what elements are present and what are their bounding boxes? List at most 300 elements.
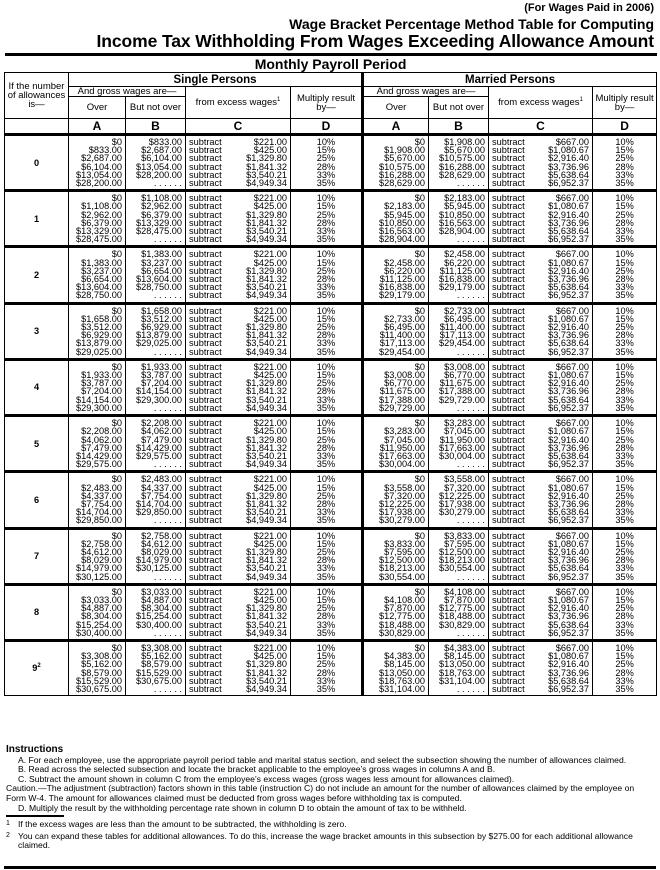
allowance-group — [5, 584, 657, 640]
percent-value: 10% — [615, 137, 634, 147]
page-title: Income Tax Withholding From Wages Exceeding Allowance Amount — [96, 31, 654, 51]
subtract-amount: $1,080.67 — [548, 257, 589, 268]
subtract-amount: $2,916.40 — [548, 490, 589, 501]
single-over-cell — [69, 135, 126, 191]
subtract-amount: $1,841.32 — [246, 274, 287, 285]
over-value: $11,125.00 — [379, 274, 425, 285]
married-percent-cell — [593, 640, 657, 695]
over-value: $0 — [414, 530, 425, 541]
column-letter: A — [69, 119, 126, 135]
not-over-value: $3,237.00 — [141, 257, 182, 268]
over-value: $16,288.00 — [379, 169, 425, 180]
percent-value: 33% — [615, 507, 634, 518]
percent-value: 25% — [316, 322, 336, 333]
subtract-label: subtract — [492, 619, 525, 630]
withholding-table — [4, 53, 657, 696]
subtract-amount: $5,638.64 — [548, 338, 589, 349]
percent-value: 10% — [316, 586, 336, 597]
single-over-cell — [69, 247, 126, 303]
subtract-label: subtract — [492, 603, 525, 614]
percent-value: 15% — [615, 313, 634, 324]
over-value: $2,687.00 — [81, 153, 122, 164]
subtract-label: subtract — [492, 370, 525, 381]
subtract-label: subtract — [189, 490, 222, 501]
married-subtract-cell — [489, 640, 593, 695]
not-over-value: $14,979.00 — [136, 555, 182, 566]
allowance-number: 9 — [32, 663, 38, 674]
allowance-number: 6 — [33, 494, 40, 505]
subtract-amount: $3,540.21 — [246, 226, 287, 237]
subtract-label: subtract — [189, 249, 222, 260]
not-over-value: $5,670.00 — [444, 145, 485, 156]
divider — [6, 815, 64, 817]
percent-value: 10% — [316, 361, 336, 372]
subtract-amount: $2,916.40 — [548, 546, 589, 557]
over-value: $7,870.00 — [384, 603, 425, 614]
subtract-label: subtract — [492, 515, 525, 526]
not-over-value: $7,045.00 — [444, 426, 485, 437]
subtract-label: subtract — [189, 209, 222, 220]
single-over-cell — [69, 303, 126, 359]
over-value: $4,337.00 — [81, 490, 122, 501]
subtract-amount: $667.00 — [555, 530, 589, 541]
not-over-value: . . . . . . — [456, 178, 485, 189]
single-subtract-cell — [186, 359, 291, 415]
percent-value: 33% — [316, 450, 336, 461]
over-value: $28,200.00 — [76, 178, 122, 189]
not-over-value: $2,208.00 — [141, 418, 182, 429]
instruction-a: A. For each employee, use the appropriate payroll period table and marital status section, and select the subsection showing the number of allowances claimed. — [18, 754, 627, 765]
single-subtract-cell — [186, 247, 291, 303]
over-value: $0 — [414, 586, 425, 597]
subtract-amount: $425.00 — [253, 370, 287, 381]
not-over-value: . . . . . . — [153, 402, 182, 413]
subtract-amount: $425.00 — [253, 538, 287, 549]
not-over-value: $14,154.00 — [136, 386, 182, 397]
percent-value: 33% — [615, 169, 634, 180]
subtract-label: subtract — [189, 274, 222, 285]
over-value: $2,758.00 — [81, 538, 122, 549]
over-value: $29,729.00 — [379, 402, 425, 413]
subtract-label: subtract — [492, 442, 525, 453]
subtract-label: subtract — [492, 402, 525, 413]
subtract-amount: $221.00 — [253, 642, 287, 653]
over-value: $1,908.00 — [384, 145, 425, 156]
subtract-label: subtract — [492, 386, 525, 397]
subtract-row — [492, 573, 589, 581]
instruction-c: C. Subtract the amount shown in column C from the employee’s excess wages (gross wages less amount for allowances claimed). — [18, 773, 515, 784]
allowance-number: 0 — [33, 157, 40, 168]
single-over-cell — [69, 472, 126, 528]
over-value: $0 — [111, 586, 122, 597]
single-subtract-cell — [186, 472, 291, 528]
subtract-label: subtract — [189, 226, 222, 237]
over-value: $8,029.00 — [81, 555, 122, 566]
percent-value: 28% — [316, 330, 336, 341]
subtract-label: subtract — [189, 217, 222, 228]
subtract-amount: $5,638.64 — [548, 507, 589, 518]
subtract-label: subtract — [492, 546, 525, 557]
paid-year-note: (For Wages Paid in 2006) — [524, 2, 654, 14]
not-over-value: $7,595.00 — [444, 538, 485, 549]
percent-value: 25% — [316, 153, 336, 164]
not-over-value: $29,454.00 — [439, 338, 485, 349]
subtract-amount: $5,638.64 — [548, 226, 589, 237]
over-value: $0 — [111, 137, 122, 147]
subtract-amount: $3,540.21 — [246, 563, 287, 574]
subtract-amount: $1,841.32 — [246, 330, 287, 341]
subtract-label: subtract — [189, 611, 222, 622]
subtract-amount: $1,329.80 — [246, 322, 287, 333]
percent-value: 15% — [615, 201, 634, 212]
over-value: $0 — [414, 642, 425, 653]
not-over-value: . . . . . . — [456, 571, 485, 582]
subtract-amount: $1,080.67 — [548, 651, 589, 662]
percent-value: 15% — [316, 313, 336, 324]
subtract-label: subtract — [189, 370, 222, 381]
subtract-amount: $425.00 — [253, 257, 287, 268]
percent-value: 28% — [615, 611, 634, 622]
over-value: $6,770.00 — [384, 378, 425, 389]
single-over-cell — [69, 640, 126, 695]
subtract-amount: $667.00 — [555, 586, 589, 597]
subtract-amount: $425.00 — [253, 482, 287, 493]
subtract-amount: $221.00 — [253, 305, 287, 316]
subtract-label: subtract — [492, 482, 525, 493]
not-over-value: $30,279.00 — [439, 507, 485, 518]
married-subtract-cell — [489, 472, 593, 528]
subtract-label: subtract — [189, 507, 222, 518]
allowance-group — [5, 135, 657, 191]
allowance-count — [5, 135, 69, 191]
subtract-amount: $2,916.40 — [548, 153, 589, 164]
percent-value: 28% — [615, 555, 634, 566]
percent-value: 35% — [615, 346, 634, 357]
married-percent-cell — [593, 528, 657, 584]
subtract-label: subtract — [492, 474, 525, 485]
percent-value: 15% — [615, 538, 634, 549]
subtract-label: subtract — [189, 594, 222, 605]
married-over-cell — [363, 472, 429, 528]
subtract-label: subtract — [189, 193, 222, 204]
percent-value: 35% — [316, 459, 336, 470]
single-not-over-cell — [126, 640, 186, 695]
not-over-value: $11,400.00 — [439, 322, 485, 333]
not-over-value: $3,833.00 — [444, 530, 485, 541]
subtract-amount: $1,080.67 — [548, 594, 589, 605]
over-value: $18,213.00 — [379, 563, 425, 574]
married-subtract-cell — [489, 247, 593, 303]
subtract-amount: $1,329.80 — [246, 153, 287, 164]
allowances-header: If the number of allowances is— — [5, 73, 69, 119]
percent-value: 10% — [615, 642, 634, 653]
subtract-label: subtract — [189, 290, 222, 301]
percent-value: 35% — [615, 290, 634, 301]
not-over-header: But not over — [126, 97, 186, 119]
subtract-amount: $667.00 — [555, 137, 589, 147]
over-value: $7,595.00 — [384, 546, 425, 557]
subtract-label: subtract — [189, 515, 222, 526]
subtract-amount: $1,329.80 — [246, 265, 287, 276]
over-value: $6,654.00 — [81, 274, 122, 285]
over-value: $6,379.00 — [81, 217, 122, 228]
married-not-over-cell — [429, 247, 489, 303]
single-subtract-cell — [186, 528, 291, 584]
column-letter: B — [429, 119, 489, 135]
subtract-label: subtract — [492, 322, 525, 333]
allowance-count — [5, 191, 69, 247]
subtract-label: subtract — [189, 145, 222, 156]
subtract-label: subtract — [189, 683, 222, 694]
over-value: $0 — [111, 642, 122, 653]
over-value: $8,145.00 — [384, 659, 425, 670]
subtract-label: subtract — [492, 137, 525, 147]
subtract-label: subtract — [189, 234, 222, 245]
subtract-label: subtract — [189, 418, 222, 429]
subtract-label: subtract — [189, 257, 222, 268]
not-over-value: $18,763.00 — [439, 667, 485, 678]
not-over-value: $30,829.00 — [439, 619, 485, 630]
not-over-value: $28,629.00 — [439, 169, 485, 180]
not-over-value: . . . . . . — [153, 515, 182, 526]
married-over-cell — [363, 247, 429, 303]
over-value: $1,108.00 — [81, 201, 122, 212]
subtract-amount: $1,841.32 — [246, 386, 287, 397]
over-value: $0 — [414, 418, 425, 429]
subtract-amount: $1,329.80 — [246, 209, 287, 220]
not-over-value: $28,475.00 — [136, 226, 182, 237]
percent-value: 28% — [615, 330, 634, 341]
over-value: $13,879.00 — [76, 338, 122, 349]
percent-value: 10% — [615, 474, 634, 485]
not-over-value: . . . . . . — [153, 234, 182, 245]
subtract-amount: $4,949.34 — [246, 234, 287, 245]
subtract-amount: $4,949.34 — [246, 571, 287, 582]
percent-value: 10% — [316, 642, 336, 653]
allowance-count — [5, 528, 69, 584]
subtract-label: subtract — [492, 209, 525, 220]
subtract-label: subtract — [492, 667, 525, 678]
married-subtract-cell — [489, 359, 593, 415]
percent-value: 10% — [615, 305, 634, 316]
allowance-group — [5, 472, 657, 528]
over-value: $14,979.00 — [76, 563, 122, 574]
married-over-cell — [363, 191, 429, 247]
subtract-label: subtract — [492, 226, 525, 237]
married-percent-cell — [593, 191, 657, 247]
not-over-value: $17,663.00 — [439, 442, 485, 453]
subtract-label: subtract — [189, 137, 222, 147]
over-value: $5,945.00 — [384, 209, 425, 220]
not-over-value: $12,225.00 — [439, 490, 485, 501]
percent-value: 25% — [316, 209, 336, 220]
not-over-value: . . . . . . — [153, 459, 182, 470]
subtract-amount: $5,638.64 — [548, 282, 589, 293]
subtract-label: subtract — [492, 290, 525, 301]
subtract-amount: $1,080.67 — [548, 313, 589, 324]
percent-value: 25% — [316, 434, 336, 445]
percent-value: 33% — [316, 169, 336, 180]
subtract-label: subtract — [189, 546, 222, 557]
subtract-amount: $221.00 — [253, 193, 287, 204]
over-value: $7,045.00 — [384, 434, 425, 445]
subtract-amount: $6,952.37 — [548, 178, 589, 189]
percent-value: 25% — [316, 659, 336, 670]
allowance-group — [5, 359, 657, 415]
subtract-amount: $4,949.34 — [246, 346, 287, 357]
over-value: $29,025.00 — [76, 346, 122, 357]
subtract-amount: $5,638.64 — [548, 169, 589, 180]
subtract-amount: $3,736.96 — [548, 498, 589, 509]
percent-value: 10% — [316, 137, 336, 147]
subtract-label: subtract — [189, 178, 222, 189]
not-over-value: $833.00 — [148, 137, 182, 147]
percent-value: 10% — [316, 530, 336, 541]
not-over-value: $29,179.00 — [439, 282, 485, 293]
not-over-value: $12,500.00 — [439, 546, 485, 557]
not-over-value: $4,337.00 — [141, 482, 182, 493]
over-value: $14,429.00 — [76, 450, 122, 461]
subtract-amount: $3,540.21 — [246, 450, 287, 461]
subtract-label: subtract — [492, 161, 525, 172]
percent-value: 33% — [615, 675, 634, 686]
percent-value: 35% — [316, 627, 336, 638]
over-value: $7,754.00 — [81, 498, 122, 509]
not-over-value: $6,495.00 — [444, 313, 485, 324]
percent-value: 25% — [316, 378, 336, 389]
subtract-label: subtract — [492, 459, 525, 470]
over-value: $29,575.00 — [76, 459, 122, 470]
percent-value: 28% — [316, 442, 336, 453]
over-value: $2,733.00 — [384, 313, 425, 324]
subtract-row — [492, 235, 589, 243]
percent-value: 28% — [316, 667, 336, 678]
percent-value: 33% — [615, 619, 634, 630]
not-over-value: $13,329.00 — [136, 217, 182, 228]
not-over-value: $2,483.00 — [141, 474, 182, 485]
percent-value: 33% — [316, 282, 336, 293]
percent-value: 10% — [615, 193, 634, 204]
percent-value: 28% — [615, 161, 634, 172]
over-value: $13,329.00 — [76, 226, 122, 237]
subtract-amount: $2,916.40 — [548, 378, 589, 389]
subtract-amount: $221.00 — [253, 249, 287, 260]
married-subtract-cell — [489, 528, 593, 584]
footnote-2-text: You can expand these tables for additional allowances. To do this, increase the wage bracket amounts in this subsection by $275.00 for each additional allowance claimed. — [18, 830, 633, 851]
allowance-number: 1 — [33, 213, 40, 224]
subtract-row — [492, 404, 589, 412]
percent-value: 15% — [316, 426, 336, 437]
not-over-value: $29,300.00 — [136, 394, 182, 405]
not-over-value: . . . . . . — [153, 571, 182, 582]
percent-value: 10% — [615, 418, 634, 429]
single-percent-cell — [291, 247, 363, 303]
percent-value: 25% — [615, 434, 634, 445]
subtract-label: subtract — [189, 378, 222, 389]
over-value: $30,125.00 — [76, 571, 122, 582]
not-over-value: $29,025.00 — [136, 338, 182, 349]
single-header: Single Persons — [69, 73, 363, 87]
subtract-amount: $4,949.34 — [246, 402, 287, 413]
over-value: $18,488.00 — [379, 619, 425, 630]
over-value: $2,208.00 — [81, 426, 122, 437]
married-percent-cell — [593, 472, 657, 528]
subtract-label: subtract — [189, 402, 222, 413]
over-value: $6,104.00 — [81, 161, 122, 172]
subtract-label: subtract — [492, 217, 525, 228]
not-over-value: . . . . . . — [456, 290, 485, 301]
percent-value: 15% — [615, 651, 634, 662]
single-subtract-cell — [186, 640, 291, 695]
subtract-label: subtract — [492, 305, 525, 316]
subtract-label: subtract — [189, 563, 222, 574]
married-not-over-cell — [429, 359, 489, 415]
over-value: $7,204.00 — [81, 386, 122, 397]
over-value: $8,304.00 — [81, 611, 122, 622]
not-over-value: $1,108.00 — [141, 193, 182, 204]
percent-value: 35% — [316, 571, 336, 582]
not-over-value: $1,658.00 — [141, 305, 182, 316]
not-over-value: $6,104.00 — [141, 153, 182, 164]
married-percent-cell — [593, 416, 657, 472]
married-over-cell — [363, 584, 429, 640]
not-over-value: . . . . . . — [153, 178, 182, 189]
percent-value: 25% — [615, 546, 634, 557]
over-value: $6,495.00 — [384, 322, 425, 333]
percent-value: 33% — [316, 338, 336, 349]
subtract-row — [189, 348, 287, 356]
footnote-2-mark: 2 — [6, 831, 10, 839]
excess-wages-header — [489, 87, 593, 119]
subtract-label: subtract — [189, 619, 222, 630]
subtract-label: subtract — [492, 193, 525, 204]
married-over-cell — [363, 359, 429, 415]
over-value: $30,675.00 — [76, 683, 122, 694]
over-value: $28,475.00 — [76, 234, 122, 245]
over-value: $16,838.00 — [379, 282, 425, 293]
subtract-label: subtract — [189, 305, 222, 316]
subtract-label: subtract — [189, 651, 222, 662]
not-over-value: . . . . . . — [153, 627, 182, 638]
not-over-value: $2,733.00 — [444, 305, 485, 316]
percent-value: 28% — [316, 161, 336, 172]
married-not-over-cell — [429, 584, 489, 640]
percent-value: 25% — [615, 209, 634, 220]
percent-value: 33% — [615, 338, 634, 349]
not-over-value: $16,288.00 — [439, 161, 485, 172]
footnote-mark: 1 — [276, 97, 281, 103]
over-value: $4,383.00 — [384, 651, 425, 662]
not-over-value: . . . . . . — [456, 515, 485, 526]
subtract-amount: $2,916.40 — [548, 265, 589, 276]
subtract-label: subtract — [189, 361, 222, 372]
subtract-amount: $1,841.32 — [246, 442, 287, 453]
subtract-label: subtract — [189, 153, 222, 164]
percent-value: 28% — [615, 386, 634, 397]
not-over-value: $7,870.00 — [444, 594, 485, 605]
subtract-amount: $1,080.67 — [548, 370, 589, 381]
not-over-value: . . . . . . — [153, 290, 182, 301]
not-over-header: But not over — [429, 97, 489, 119]
single-percent-cell — [291, 584, 363, 640]
over-value: $3,008.00 — [384, 370, 425, 381]
allowance-group — [5, 416, 657, 472]
column-letter: C — [186, 119, 291, 135]
not-over-value: $16,563.00 — [439, 217, 485, 228]
married-over-cell — [363, 640, 429, 695]
over-value: $0 — [111, 418, 122, 429]
over-value: $1,383.00 — [81, 257, 122, 268]
